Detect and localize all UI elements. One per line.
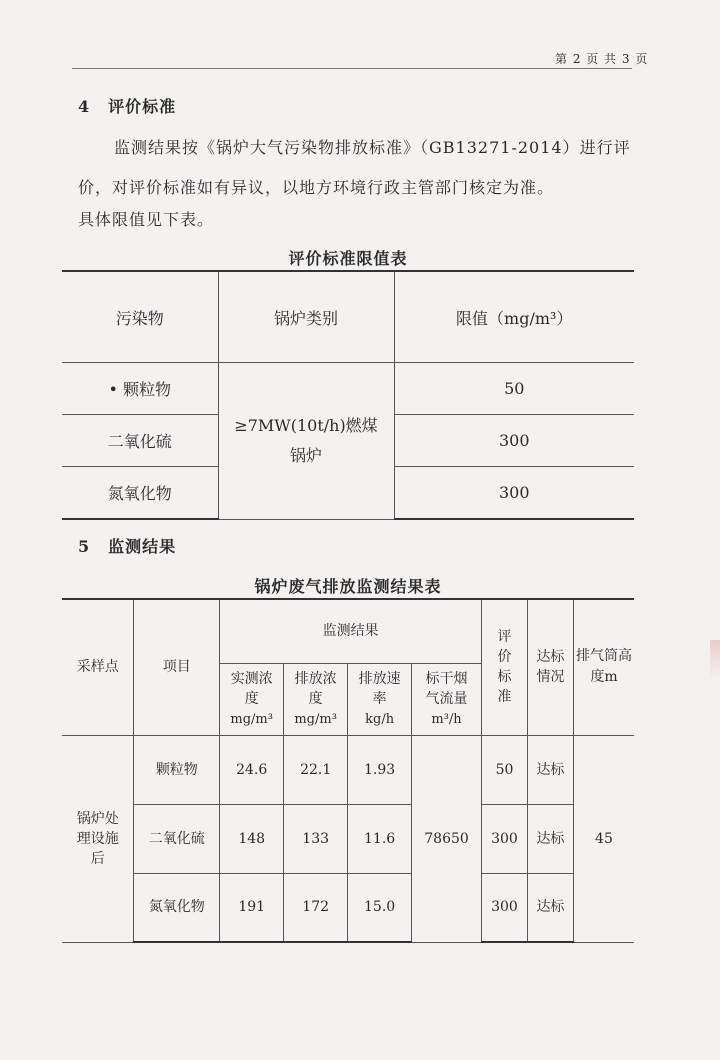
standard-limit-table bbox=[62, 270, 634, 520]
item-cell: 二氧化硫 bbox=[134, 804, 220, 873]
header-emission-rate: 排放速率 kg/h bbox=[348, 663, 412, 735]
rate-cell: 15.0 bbox=[348, 873, 412, 942]
measured-cell: 148 bbox=[220, 804, 284, 873]
measured-cell: 191 bbox=[220, 873, 284, 942]
limit-cell: 50 bbox=[394, 363, 634, 415]
pollutant-cell: 氮氧化物 bbox=[62, 467, 218, 520]
boiler-type-text: ≥7MW(10t/h)燃煤锅炉 bbox=[234, 415, 378, 465]
header-pollutant: 污染物 bbox=[62, 271, 218, 363]
emission-cell: 172 bbox=[284, 873, 348, 942]
header-measured-conc: 实测浓度 mg/m³ bbox=[220, 663, 284, 735]
header-evaluation-standard: 评价标准 bbox=[482, 599, 528, 735]
page-number: 第 2 页 共 3 页 bbox=[555, 52, 649, 66]
header-limit: 限值（mg/m³） bbox=[394, 271, 634, 363]
section-5-number: 5 bbox=[78, 537, 91, 556]
evaluation-paragraph: 监测结果按《锅炉大气污染物排放标准》（GB13271-2014）进行评价，对评价标准如有异议，以地方环境行政主管部门核定为准。 bbox=[78, 138, 631, 197]
section-5-title: 监测结果 bbox=[108, 537, 177, 556]
item-cell: 氮氧化物 bbox=[134, 873, 220, 942]
header-stack-height: 排气筒高度m bbox=[573, 599, 634, 735]
measured-cell: 24.6 bbox=[220, 735, 284, 804]
item-cell: 颗粒物 bbox=[134, 735, 220, 804]
status-cell: 达标 bbox=[527, 873, 573, 942]
table-row bbox=[62, 873, 634, 942]
limit-note: 具体限值见下表。 bbox=[78, 210, 215, 229]
table-row bbox=[62, 363, 634, 415]
rate-cell: 1.93 bbox=[348, 735, 412, 804]
standard-cell: 300 bbox=[482, 804, 528, 873]
limit-cell: 300 bbox=[394, 415, 634, 467]
section-4-number: 4 bbox=[78, 97, 91, 116]
table-header-row bbox=[62, 271, 634, 363]
table-header-row bbox=[62, 599, 634, 663]
emission-cell: 133 bbox=[284, 804, 348, 873]
emission-cell: 22.1 bbox=[284, 735, 348, 804]
table-row bbox=[62, 804, 634, 873]
stamp-edge bbox=[710, 640, 720, 680]
table1-caption: 评价标准限值表 bbox=[288, 249, 408, 268]
standard-cell: 300 bbox=[482, 873, 528, 942]
flue-gas-flow-cell: 78650 bbox=[412, 735, 482, 942]
section-4-heading bbox=[78, 94, 176, 117]
section-4-title: 评价标准 bbox=[108, 97, 177, 116]
boiler-type-cell bbox=[218, 363, 394, 520]
header-compliance: 达标情况 bbox=[527, 599, 573, 735]
stack-height-cell: 45 bbox=[573, 735, 634, 942]
monitoring-result-table bbox=[62, 598, 634, 943]
section-4-body bbox=[78, 128, 638, 232]
header-flue-gas-flow: 标干烟气流量 m³/h bbox=[412, 663, 482, 735]
header-item: 项目 bbox=[134, 599, 220, 735]
limit-cell: 300 bbox=[394, 467, 634, 520]
standard-cell: 50 bbox=[482, 735, 528, 804]
table2-caption: 锅炉废气排放监测结果表 bbox=[254, 577, 442, 596]
section-5-heading bbox=[78, 534, 176, 557]
rate-cell: 11.6 bbox=[348, 804, 412, 873]
header-rule bbox=[72, 68, 632, 69]
pollutant-cell: • 颗粒物 bbox=[62, 363, 218, 415]
table-row bbox=[62, 735, 634, 804]
header-emission-conc: 排放浓度 mg/m³ bbox=[284, 663, 348, 735]
sampling-point-cell: 锅炉处理设施后 bbox=[62, 735, 134, 942]
pollutant-cell: 二氧化硫 bbox=[62, 415, 218, 467]
header-monitoring-results: 监测结果 bbox=[220, 599, 482, 663]
status-cell: 达标 bbox=[527, 735, 573, 804]
status-cell: 达标 bbox=[527, 804, 573, 873]
header-boiler-type: 锅炉类别 bbox=[218, 271, 394, 363]
header-sampling-point: 采样点 bbox=[62, 599, 134, 735]
